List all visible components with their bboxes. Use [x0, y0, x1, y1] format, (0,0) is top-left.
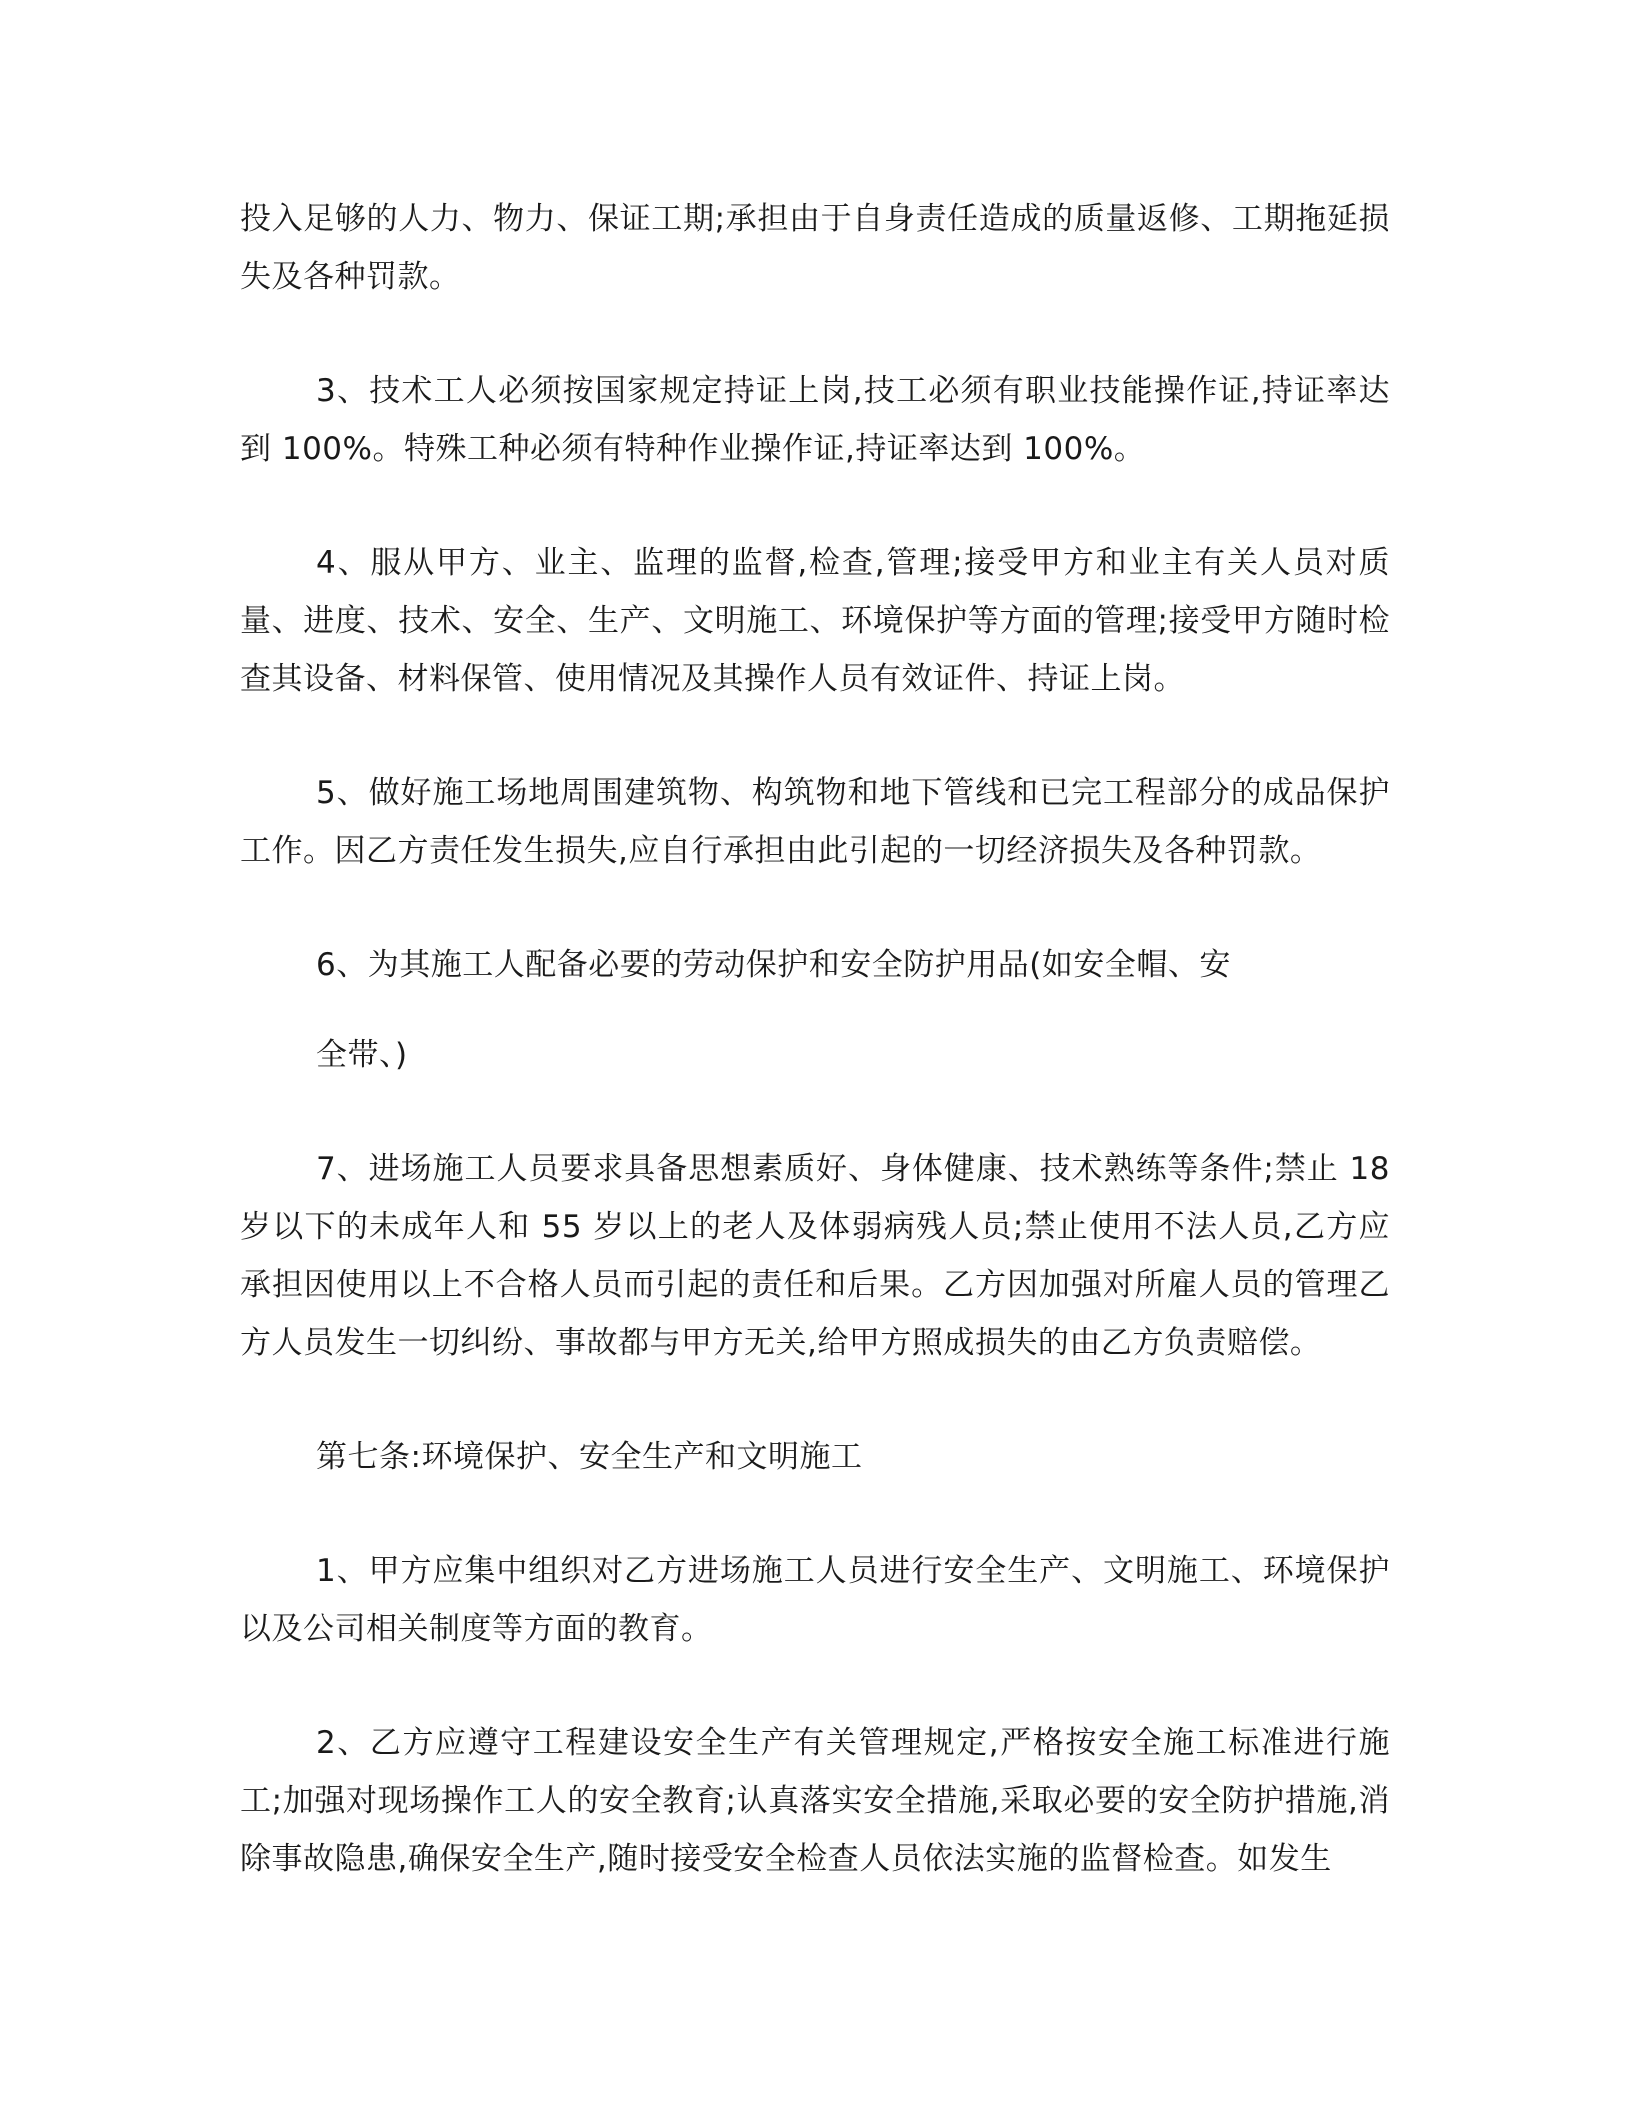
paragraph-item-5: 5、做好施工场地周围建筑物、构筑物和地下管线和已完工程部分的成品保护工作。因乙方责任发生损失,应自行承担由此引起的一切经济损失及各种罚款。: [240, 775, 1390, 869]
paragraph-item-6-continuation: 全带、): [316, 1037, 408, 1073]
paragraph-continuation: 投入足够的人力、物力、保证工期;承担由于自身责任造成的质量返修、工期拖延损失及各种罚款。: [240, 201, 1390, 295]
document-page: [240, 190, 1390, 1944]
section-heading-article-7: 第七条:环境保护、安全生产和文明施工: [316, 1439, 863, 1475]
paragraph-item-3: 3、技术工人必须按国家规定持证上岗,技工必须有职业技能操作证,持证率达到 100%。特殊工种必须有特种作业操作证,持证率达到 100%。: [240, 373, 1390, 467]
paragraph-article-7-item-2: 2、乙方应遵守工程建设安全生产有关管理规定,严格按安全施工标准进行施工;加强对现场操作工人的安全教育;认真落实安全措施,采取必要的安全防护措施,消除事故隐患,确保安全生产,随时接受安全检查人员依法实施的监督检查。如发生: [240, 1725, 1390, 1877]
paragraph-item-4: 4、服从甲方、业主、监理的监督,检查,管理;接受甲方和业主有关人员对质量、进度、技术、安全、生产、文明施工、环境保护等方面的管理;接受甲方随时检查其设备、材料保管、使用情况及其操作人员有效证件、持证上岗。: [240, 545, 1390, 697]
paragraph-article-7-item-1: 1、甲方应集中组织对乙方进场施工人员进行安全生产、文明施工、环境保护以及公司相关制度等方面的教育。: [240, 1553, 1390, 1647]
paragraph-item-6: 6、为其施工人配备必要的劳动保护和安全防护用品(如安全帽、安: [316, 947, 1231, 983]
paragraph-item-7: 7、进场施工人员要求具备思想素质好、身体健康、技术熟练等条件;禁止 18 岁以下的未成年人和 55 岁以上的老人及体弱病残人员;禁止使用不法人员,乙方应承担因使用以上不合格人员而引起的责任和后果。乙方因加强对所雇人员的管理乙方人员发生一切纠纷、事故都与甲方无关,给甲方照成损失的由乙方负责赔偿。: [240, 1151, 1390, 1361]
